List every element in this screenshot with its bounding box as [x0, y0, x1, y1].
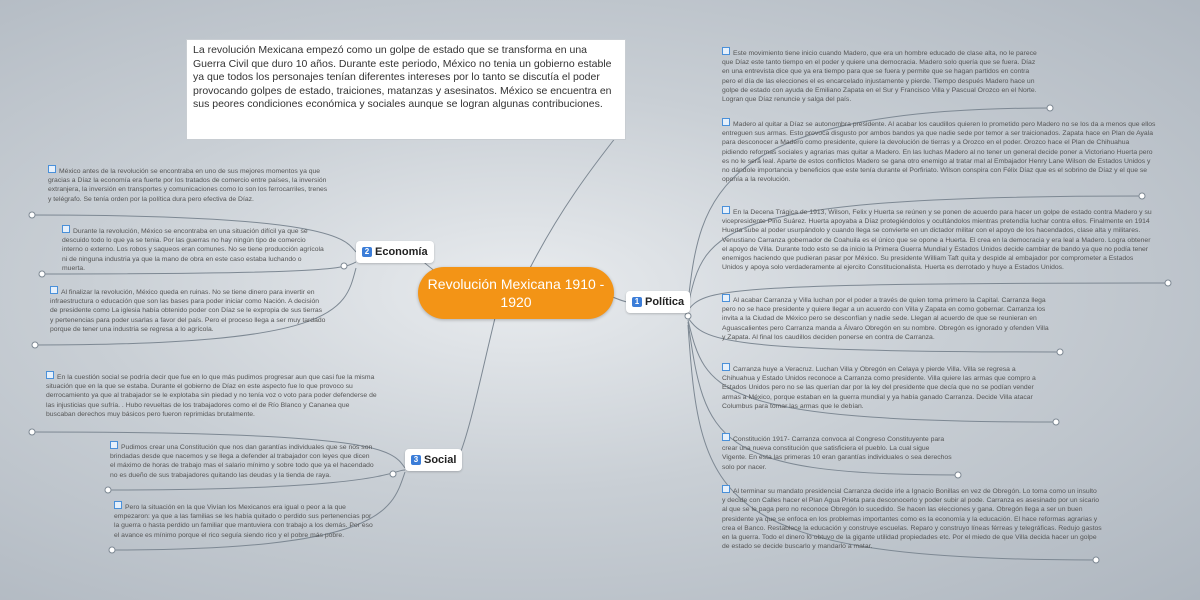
number-2-icon: 2: [362, 247, 372, 257]
collapse-dot[interactable]: [955, 472, 961, 478]
collapse-dot[interactable]: [685, 313, 691, 319]
collapse-dot[interactable]: [390, 471, 396, 477]
topic-note[interactable]: México antes de la revolución se encontraba en uno de sus mejores momentos ya que gracias a Díaz la economía era fuerte por los tratados de comercio entre países, la inversión extranjera, la inversión en transportes y comunicaciones como lo son los ferrocarriles, trenes y telégrafo. Se tenía orden por la política dura pero efectiva de Díaz.: [48, 165, 332, 204]
note-icon: [62, 225, 70, 233]
number-3-icon: 3: [411, 455, 421, 465]
collapse-dot[interactable]: [32, 342, 38, 348]
connector-social: [458, 318, 495, 459]
topic-note[interactable]: Este movimiento tiene inicio cuando Madero, que era un hombre educado de clase alta, no le parece que Díaz este tanto tiempo en el poder y quiere una democracia. Madero solo quería que se fuera. Díaz en una entrevista dice que ya era tiempo para que se fuera y permite que se hagan partidos en contra pero el día de las elecciones el es encarcelado injustamente y pierde. Tiempo después Madero hace un golpe de estado con ayuda de Emiliano Zapata en el Sur y Francisco Villa y Pascual Orozco en el Norte. Logran que Díaz renuncie y salga del país.: [722, 47, 1038, 104]
branch-label: Política: [645, 296, 685, 308]
topic-note[interactable]: Madero al quitar a Díaz se autonombra presidente. Al acabar los caudillos quieren lo prometido pero Madero no se los da a menos que ellos entreguen sus armas. Esto provoca disgusto por ambos bandos ya que nadie sede por temor a ser traicionados. Zapata hace en Plan de Ayala para desconocer a Madero como presidente, quiere la devolución de tierras y a Orozco en el poder. Orozco hace el Plan de Chihuahua pidiendo reformas sociales y agrarias mas quitar a Madero. En las luchas Madero al no tener un general decide poner a Victoriano Huerta pero es no le será leal. Aparte de estos conflictos Madero se gana otro enemigo al tratar mal al Embajador Henry Lane Wilson de Estados Unidos y no dándole importancia y beneficios que este tenía durante el Porfiriato. Wilson conspira con Félix Díaz que es el sobrino de Díaz y el que se oponía a la revolución.: [722, 118, 1156, 184]
topic-note[interactable]: Carranza huye a Veracruz. Luchan Villa y Obregón en Celaya y pierde Villa. Villa se regresa a Chihuahua y Estado Unidos reconoce a Carranza como presidente. Villa quiere las armas que compro a Estados Unidos pero no se las querían dar por la ley del presidente que decía que no se podían vender armas a México, porque estaban en la guerra mundial y ya había ganado Carranza. Decide Villa atacar Columbus para tomar las armas que le debían.: [722, 363, 1038, 411]
central-topic[interactable]: Revolución Mexicana 1910 - 1920: [418, 267, 614, 319]
note-icon: [722, 485, 730, 493]
collapse-dot[interactable]: [1093, 557, 1099, 563]
collapse-dot[interactable]: [29, 429, 35, 435]
topic-note[interactable]: Pudimos crear una Constitución que nos dan garantías individuales que se nos son brindadas desde que nacemos y se llega a defender al trabajador con leyes que dicen el máximo de horas de trabajo mas el salario mínimo y sobre todo que ya el hacendado no es dueño de sus trabajadores quitando las deudas y la tienda de raya.: [110, 441, 376, 480]
branch-politica[interactable]: [626, 291, 690, 313]
collapse-dot[interactable]: [109, 547, 115, 553]
collapse-dot[interactable]: [39, 271, 45, 277]
collapse-dot[interactable]: [105, 487, 111, 493]
number-1-icon: 1: [632, 297, 642, 307]
branch-label: Economía: [375, 246, 428, 258]
note-icon: [722, 206, 730, 214]
collapse-dot[interactable]: [1165, 280, 1171, 286]
note-icon: [114, 501, 122, 509]
collapse-dot[interactable]: [1057, 349, 1063, 355]
collapse-dot[interactable]: [1053, 419, 1059, 425]
note-icon: [722, 433, 730, 441]
topic-note[interactable]: Durante la revolución, México se encontraba en una situación difícil ya que se descuido todo lo que ya se tenia. Por las guerras no hay ningún tipo de comercio interno o externo. Los robos y saqueos eran comunes. No se tiene producción agrícola ni de ninguna industria ya que la mano de obra en este caso estaba luchando o muerta.: [62, 225, 326, 273]
note-icon: [48, 165, 56, 173]
collapse-dot[interactable]: [29, 212, 35, 218]
note-icon: [722, 363, 730, 371]
note-icon: [50, 286, 58, 294]
note-icon: [722, 294, 730, 302]
note-icon: [722, 47, 730, 55]
intro-text-box: La revolución Mexicana empezó como un golpe de estado que se transforma en una Guerra Civil que duro 10 años. Durante este periodo, México no tenia un gobierno estable ya que todos los personajes tenían diferentes intereses por lo tanto se discutía el poder provocando golpes de estado, traiciones, matanzas y asesinatos. México se encuentra en sus peores condiciones económica y sociales aunque se logran algunas contribuciones.: [186, 39, 626, 140]
connector-intro: [530, 132, 620, 268]
topic-note[interactable]: Constitución 1917- Carranza convoca al Congreso Constituyente para crear una nueva constitución que satisficiera el pueblo. La cual sigue Vigente. En esta las primeras 10 eran garantías individuales o sea derechos solo por nacer.: [722, 433, 952, 472]
topic-note[interactable]: En la cuestión social se podría decir que fue en lo que más pudimos progresar aun que casi fue la misma situación que en la que se estaba. Durante el gobierno de Díaz en este aspecto fue lo que provoco su derrocamiento ya que al trabajador se le explotaba sin piedad y no tenía voz o voto para poder defenderse de las injusticias que sufría. . Hubo revueltas de los trabajadores como el de Río Blanco y Cananea que buscaban derechos muy básicos pero fueron reprimidas brutalmente.: [46, 371, 378, 419]
topic-note[interactable]: Al finalizar la revolución, México queda en ruinas. No se tiene dinero para invertir en infraestructura o educación que son las bases para poder iniciar como Nación. A decisión de presidente como La iglesia había obtenido poder con Díaz se le expropia de sus tierras y pertenencias para poder usarlas a favor del país. Pero el proceso llega a ser muy tardado porque de tener una industria se regresa a lo agrícola.: [50, 286, 326, 334]
note-icon: [110, 441, 118, 449]
collapse-dot[interactable]: [341, 263, 347, 269]
note-icon: [46, 371, 54, 379]
branch-label: Social: [424, 454, 457, 466]
topic-note[interactable]: En la Decena Trágica de 1913, Wilson, Felix y Huerta se reúnen y se ponen de acuerdo para hacer un golpe de estado contra Madero y su vicepresidente Pino Suárez. Huerta apoyaba a Díaz protegiéndolos y ocultándolos mientras pretendía luchar contra ellos. Finalmente en 1914 Huerta sube al poder usurpándolo y cuando llega se convierte en un dictador militar con el apoyo de los hacendados, clase alta y militares. Venustiano Carranza gobernador de Coahuila es el único que se opone a Huerta. El crea en la democracia y era leal a Madero. Logra obtener el apoyo de Villa. Durante todo esto se da inicio la Primera Guerra Mundial y Estados Unidos decide cambiar de bando ya que no podía tener enemigos haciendo que pudieran pasar por México. Su presidente William Taft quita y despide al embajador por comprometer a Estados Unidos y apoya solo verdaderamente al ejercito Constitucionalista. Huerta es derrotado y huye a Estados Unidos.: [722, 206, 1156, 272]
branch-social[interactable]: [405, 449, 462, 471]
topic-note[interactable]: Al acabar Carranza y Villa luchan por el poder a través de quien toma primero la Capital. Carranza llega pero no se hace presidente y quiere llegar a un acuerdo con Villa y Zapata en como gobernar. Carranza los invita a la Ciudad de México pero se desconfían y nadie sede. Llegan al acuerdo de que se reunieran en Aguascalientes pero Carranza manda a Álvaro Obregón en su nombre. Obregón es ignorado y ofenden Villa y Zapata. Al final los caudillos deciden ponerse en contra de Carranza.: [722, 294, 1052, 342]
topic-note[interactable]: Al terminar su mandato presidencial Carranza decide irle a Ignacio Bonillas en vez de Obregón. Lo toma como un insulto y decide con Calles hacer el Plan Agua Prieta para desconocerlo y poder subir al pode. Carranza es asesinado por un sicario al que se le paga pero no reconoce Obregón lo sucedido. Se hacen las elecciones y gana. Obregón llega a ser un buen presidente ya que se enfoca en los problemas importantes como es la economía y la educación. El hace reformas agrarias y crea el Banco. Restablece la educación y construye escuelas. Reparo y construyo líneas férreas y telegráficas. Redujo gastos en la guerra. Todo el dinero lo obtuvo de la gigante utilidad propiedades etc. Por el miedo de que Villa decida hacer un golpe de estado se decide buscarlo y mandarlo a matar.: [722, 485, 1102, 551]
collapse-dot[interactable]: [1047, 105, 1053, 111]
note-icon: [722, 118, 730, 126]
branch-economia[interactable]: [356, 241, 434, 263]
collapse-dot[interactable]: [1139, 193, 1145, 199]
topic-note[interactable]: Pero la situación en la que Vivían los Mexicanos era igual o peor a la que empezaron: ya que a las familias se les había quitado o perdido sus pertenencias por la guerra o hasta perdido un familiar que mantuviera con trabajo a los demás. Por eso el avance es mínimo porque el rico seguía siendo rico y el pobre más pobre.: [114, 501, 376, 540]
